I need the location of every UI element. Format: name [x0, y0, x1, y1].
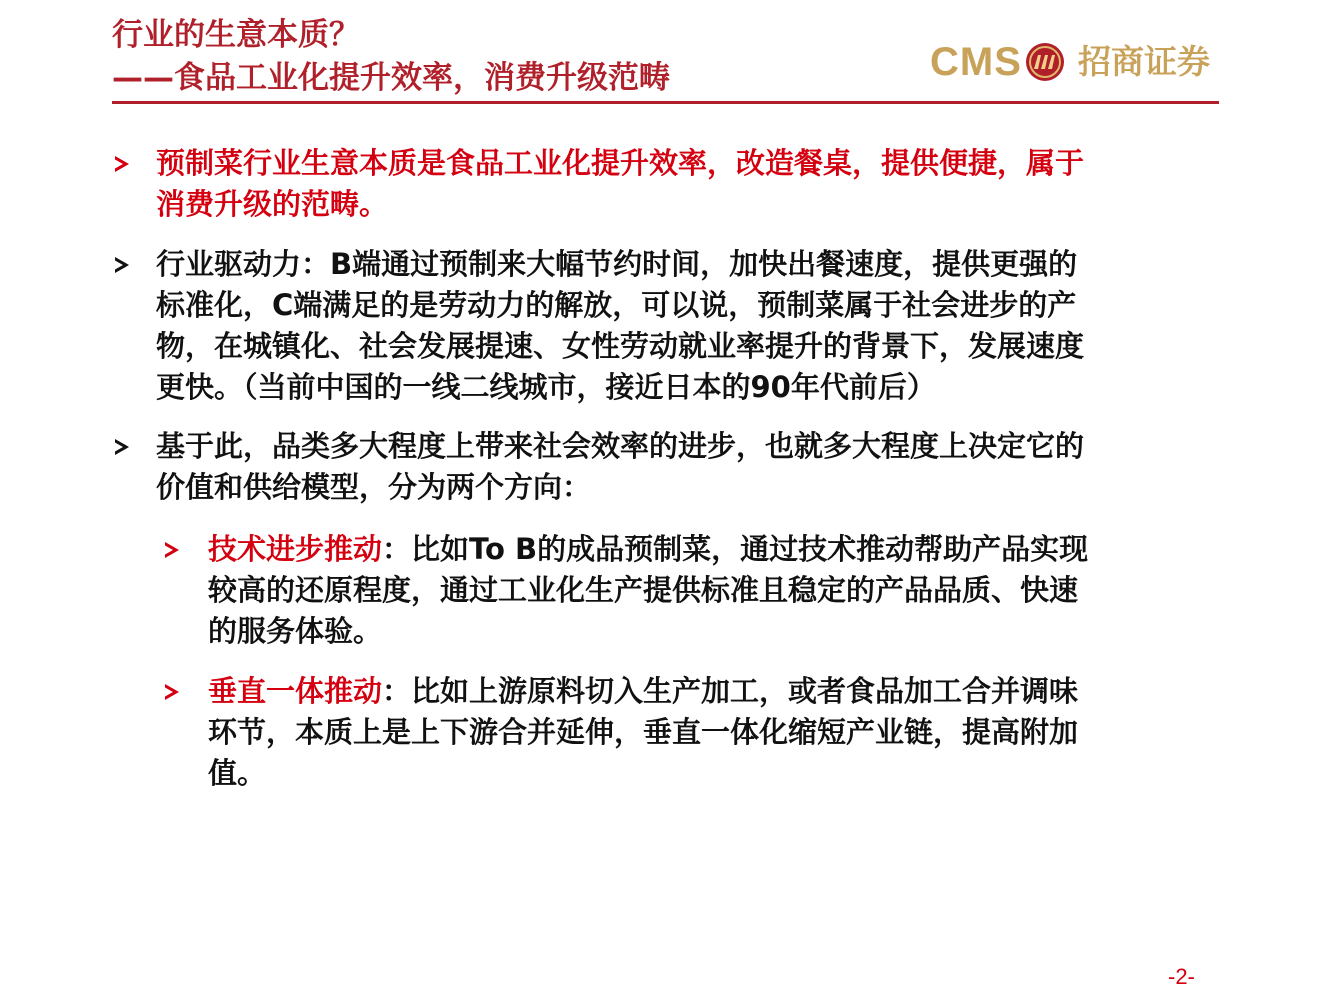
bullet-line: 价值和供给模型，分为两个方向：: [156, 470, 592, 504]
bullet-line: 标准化，C端满足的是劳动力的解放，可以说，预制菜属于社会进步的产: [156, 288, 1077, 322]
arrow-bullet-icon: [162, 682, 182, 702]
sub-bullet-text: ：比如上游原料切入生产加工，或者食品加工合并调味: [382, 674, 1079, 708]
sub-bullet-line: 的服务体验。: [208, 614, 383, 648]
logo-emblem-icon: [1025, 42, 1065, 82]
bullet-line: 预制菜行业生意本质是食品工业化提升效率，改造餐桌，提供便捷，属于: [156, 146, 1085, 180]
page-title: 行业的生意本质？: [112, 17, 360, 53]
sub-bullet-line: 值。: [208, 756, 267, 790]
bullet-line: 消费升级的范畴。: [156, 187, 389, 221]
sub-bullet-text: ：比如To B的成品预制菜，通过技术推动帮助产品实现: [382, 532, 1089, 566]
title-divider: [112, 101, 1219, 104]
arrow-bullet-icon: [112, 437, 132, 457]
arrow-bullet-icon: [112, 255, 132, 275]
sub-bullet-line: 较高的还原程度，通过工业化生产提供标准且稳定的产品品质、快速: [208, 573, 1079, 607]
cms-logo: [930, 38, 1230, 88]
arrow-bullet-icon: [162, 540, 182, 560]
sub-bullet-label: 技术进步推动: [208, 532, 383, 566]
logo-chinese-text: 招商证券: [1078, 42, 1210, 81]
sub-bullet-label: 垂直一体推动: [208, 674, 383, 708]
arrow-bullet-icon: [112, 154, 132, 174]
page-number: -2-: [1168, 964, 1195, 989]
bullet-line: 更快。（当前中国的一线二线城市，接近日本的90年代前后）: [156, 370, 936, 404]
bullet-line: 行业驱动力：B端通过预制来大幅节约时间，加快出餐速度，提供更强的: [156, 247, 1078, 281]
page-subtitle: ——食品工业化提升效率，消费升级范畴: [112, 60, 670, 96]
bullet-line: 物，在城镇化、社会发展提速、女性劳动就业率提升的背景下，发展速度: [156, 329, 1085, 363]
bullet-line: 基于此，品类多大程度上带来社会效率的进步，也就多大程度上决定它的: [156, 429, 1085, 463]
sub-bullet-line: 环节，本质上是上下游合并延伸，垂直一体化缩短产业链，提高附加: [208, 715, 1079, 749]
logo-latin-text: CMS: [930, 40, 1022, 84]
